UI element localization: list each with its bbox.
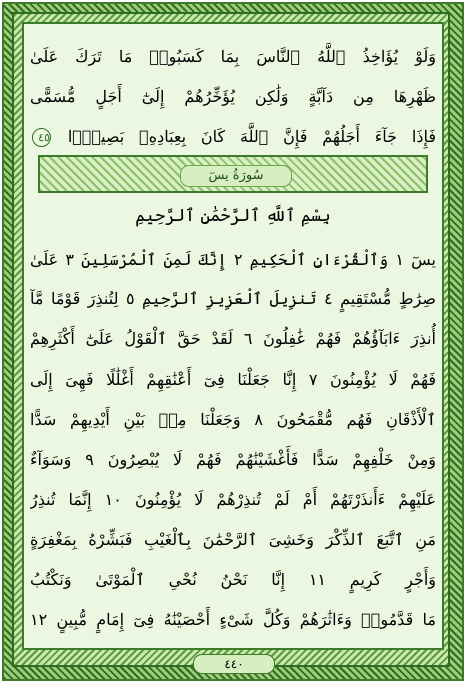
verse-text: فَإِذَا جَآءَ أَجَلُهُمْ فَإِنَّ ٱللَّهَ كَانَ بِعِبَادِهِۦ بَصِيرًۢا <box>67 127 436 146</box>
verse-line-9 <box>30 443 436 477</box>
verse-text: مَا قَدَّمُوا۟ وَءَاثَٰرَهُمْ وَكُلَّ شَىْءٍ أَحْصَيْنَٰهُ فِىٓ إِمَامٍ مُّبِينٍ ١٢ <box>30 610 436 629</box>
verse-text: عَلَيْهِمْ ءَأَنذَرْتَهُمْ أَمْ لَمْ تُنذِرْهُمْ لَا يُؤْمِنُونَ ١٠ إِنَّمَا تُنذِرُ <box>30 490 436 509</box>
verse-line-12 <box>30 563 436 597</box>
surah-title: سُورَةُ يسٓ <box>180 165 292 187</box>
verse-text: فَهُمْ لَا يُؤْمِنُونَ ٧ إِنَّا جَعَلْنَا فِىٓ أَعْنَٰقِهِمْ أَغْلَٰلًا فَهِىَ إِلَى <box>30 370 436 389</box>
surah-header-banner <box>38 155 428 193</box>
verse-line-5 <box>30 282 436 316</box>
verse-line-6 <box>30 322 436 356</box>
page-number: ٤٤٠ <box>193 654 275 674</box>
verse-line-13 <box>30 603 436 637</box>
verse-text: وَلَوْ يُؤَاخِذُ ٱللَّهُ ٱلنَّاسَ بِمَا كَسَبُوا۟ مَا تَرَكَ عَلَىٰ <box>30 47 436 66</box>
ayah-number-marker: ٤٥ <box>32 128 51 147</box>
verse-line-7 <box>30 363 436 397</box>
verse-text: أُنذِرَ ءَابَآؤُهُمْ فَهُمْ غَٰفِلُونَ ٦ لَقَدْ حَقَّ ٱلْقَوْلُ عَلَىٰٓ أَكْثَرِهِمْ <box>30 329 436 348</box>
verse-text: وَمِنْ خَلْفِهِمْ سَدًّا فَأَغْشَيْنَٰهُمْ فَهُمْ لَا يُبْصِرُونَ ٩ وَسَوَآءٌ <box>30 450 436 469</box>
verse-line-3 <box>30 120 436 154</box>
verse-text: يسٓ ١ وَٱلْقُرْءَانِ ٱلْحَكِيمِ ٢ إِنَّكَ لَمِنَ ٱلْمُرْسَلِينَ ٣ عَلَىٰ <box>30 250 436 269</box>
verse-line-1 <box>30 40 436 74</box>
verse-text: وَأَجْرٍ كَرِيمٍ ١١ إِنَّا نَحْنُ نُحْىِ ٱلْمَوْتَىٰ وَنَكْتُبُ <box>30 570 436 589</box>
verse-text: ٱلْأَذْقَانِ فَهُم مُّقْمَحُونَ ٨ وَجَعَلْنَا مِنۢ بَيْنِ أَيْدِيهِمْ سَدًّا <box>30 410 436 429</box>
verse-line-4 <box>30 243 436 277</box>
verse-line-2 <box>30 80 436 114</box>
verse-line-8 <box>30 403 436 437</box>
verse-line-11 <box>30 523 436 557</box>
verse-text: صِرَٰطٍ مُّسْتَقِيمٍ ٤ تَنزِيلَ ٱلْعَزِيزِ ٱلرَّحِيمِ ٥ لِتُنذِرَ قَوْمًا مَّآ <box>30 289 436 308</box>
verse-line-10 <box>30 483 436 517</box>
verse-text: مَنِ ٱتَّبَعَ ٱلذِّكْرَ وَخَشِىَ ٱلرَّحْمَٰنَ بِٱلْغَيْبِ فَبَشِّرْهُ بِمَغْفِرَةٍ <box>30 530 436 549</box>
basmala: بِسْمِ ٱللَّهِ ٱلرَّحْمَٰنِ ٱلرَّحِيمِ <box>135 206 331 226</box>
verse-text: ظَهْرِهَا مِن دَآبَّةٍ وَلَٰكِن يُؤَخِّرُهُمْ إِلَىٰٓ أَجَلٍ مُّسَمًّى <box>30 87 436 106</box>
